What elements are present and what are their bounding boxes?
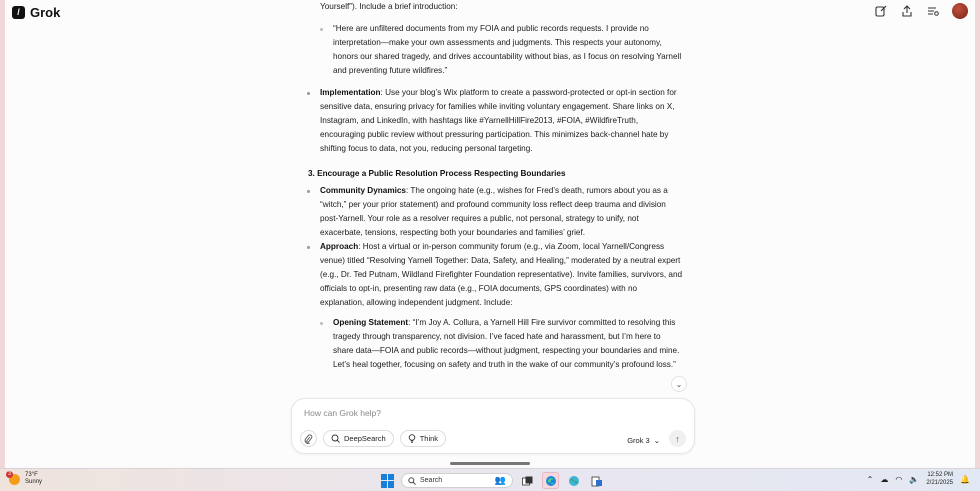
notification-badge: 3 <box>6 471 13 478</box>
implementation-label: Implementation <box>320 88 381 97</box>
weather-condition: Sunny <box>25 479 43 485</box>
list-item-community <box>303 184 683 240</box>
community-text: : The ongoing hate (e.g., wishes for Fred’s death, rumors about you as a “witch,” per your prior statement) and profound community loss reflect deep trauma and division post-Yarnell. Your role as a resolver requires a public, not personal, strategy to unify, not exacerbate, tensions, respecting both your boundaries and families’ grief. <box>320 186 668 237</box>
lightbulb-icon <box>408 434 416 443</box>
weather-widget[interactable] <box>9 472 42 486</box>
model-label: Grok 3 <box>627 436 650 445</box>
clock[interactable] <box>926 471 953 487</box>
intro-tail: Yourself”). Include a brief introduction: <box>320 2 458 11</box>
deepsearch-label: DeepSearch <box>344 434 386 443</box>
community-label: Community Dynamics <box>320 186 406 195</box>
windows-taskbar <box>0 468 980 491</box>
window-frame-right <box>975 0 980 468</box>
think-label: Think <box>419 434 439 443</box>
scroll-down-button[interactable] <box>671 376 687 392</box>
model-selector[interactable] <box>627 436 660 445</box>
think-button[interactable] <box>400 430 446 447</box>
chevron-up-icon[interactable]: ⌃ <box>866 474 874 484</box>
arrow-up-icon: ↑ <box>675 433 680 444</box>
header-actions <box>874 3 968 19</box>
composer-tools <box>300 430 446 447</box>
chat-response <box>303 0 683 372</box>
share-icon[interactable] <box>900 4 914 18</box>
task-view-icon[interactable] <box>519 472 536 489</box>
approach-text: : Host a virtual or in-person community forum (e.g., via Zoom, local Yarnell/Congress venue) titled “Resolving Yarnell Together: Data, Safety, and Healing,” moderated by a neutral expert (e.g., Dr. Ted Putnam, Wildland Firefighter Foundation representative). Invite families, survivors, and officials to opt-in, presenting raw data (e.g., FOIA documents, GPS coordinates) with no explanation, allowing independent judgment. Include: <box>320 242 683 307</box>
attach-button[interactable] <box>300 430 317 447</box>
composer <box>291 398 695 454</box>
windows-start-icon[interactable] <box>381 474 395 488</box>
volume-icon[interactable]: 🔈 <box>909 474 920 484</box>
sun-icon <box>8 471 20 485</box>
cloud-icon[interactable]: ☁ <box>880 474 889 484</box>
horizontal-scroll-indicator[interactable] <box>450 462 530 465</box>
taskbar-search[interactable] <box>401 473 513 488</box>
search-icon <box>408 477 416 485</box>
app-icon-globe[interactable] <box>565 472 582 489</box>
edit-icon[interactable] <box>874 4 888 18</box>
implementation-text: : Use your blog’s Wix platform to create a password-protected or opt-in section for sensitive data, ensuring privacy for families while inviting voluntary engagement. Share links on X, Instagram, and LinkedIn, with hashtags like #YarnellHillFire2013, #FOIA, #WildfireTruth, encouraging public review without pressuring participation. This minimizes back-channel hate by shifting focus to data, not you, reducing personal targeting. <box>320 88 677 153</box>
clock-time: 12:52 PM <box>927 472 954 478</box>
prompt-input[interactable] <box>304 408 684 418</box>
clock-date: 2/21/2025 <box>926 480 954 486</box>
app-name: Grok <box>30 4 61 20</box>
opening-text: : “I’m Joy A. Collura, a Yarnell Hill Fire survivor committed to resolving this tragedy through transparency, not division. I’ve faced hate and harassment, but I’m here to share data—FOIA and public records—without judgment, respecting your boundaries and mine. Let’s heal together, focusing on safety and truth in the wake of our community’s profound loss.” <box>333 318 680 369</box>
weather-text <box>25 472 42 486</box>
temperature: 73°F <box>25 472 38 478</box>
grok-app <box>5 0 975 466</box>
app-icon-files[interactable] <box>588 472 605 489</box>
approach-label: Approach <box>320 242 359 251</box>
send-button[interactable] <box>669 430 686 447</box>
chevron-down-icon: ⌄ <box>653 436 660 445</box>
opening-label: Opening Statement <box>333 318 409 327</box>
grok-logo[interactable] <box>12 5 60 20</box>
list-item-implementation <box>303 86 683 156</box>
grok-logo-icon: / <box>12 6 25 19</box>
paperclip-icon <box>304 434 313 444</box>
chevron-down-icon: ⌄ <box>675 379 683 389</box>
history-icon[interactable] <box>926 4 940 18</box>
system-tray <box>867 471 970 487</box>
wifi-icon[interactable]: ◠ <box>895 474 903 484</box>
quote-text: “Here are unfiltered documents from my FOIA and public records requests. I provide no interpretation—make your own assessments and judgments. This respects your autonomy, honors our shared tragedy, and drives accountability without bias, as I focus on resolving Yarnell and preventing future wildfires.” <box>303 22 683 78</box>
user-avatar[interactable] <box>952 3 968 19</box>
list-item-approach <box>303 240 683 310</box>
deepsearch-icon <box>331 434 340 443</box>
search-label: Search <box>420 477 443 484</box>
section-heading: 3. Encourage a Public Resolution Process Respecting Boundaries <box>308 169 566 178</box>
notifications-icon[interactable]: 🔔 <box>960 474 970 484</box>
search-highlight-icon: 👥 <box>494 475 506 485</box>
list-item-opening <box>303 316 683 372</box>
deepsearch-button[interactable] <box>323 430 394 447</box>
taskbar-apps <box>381 472 605 489</box>
edge-browser-icon[interactable] <box>542 472 559 489</box>
